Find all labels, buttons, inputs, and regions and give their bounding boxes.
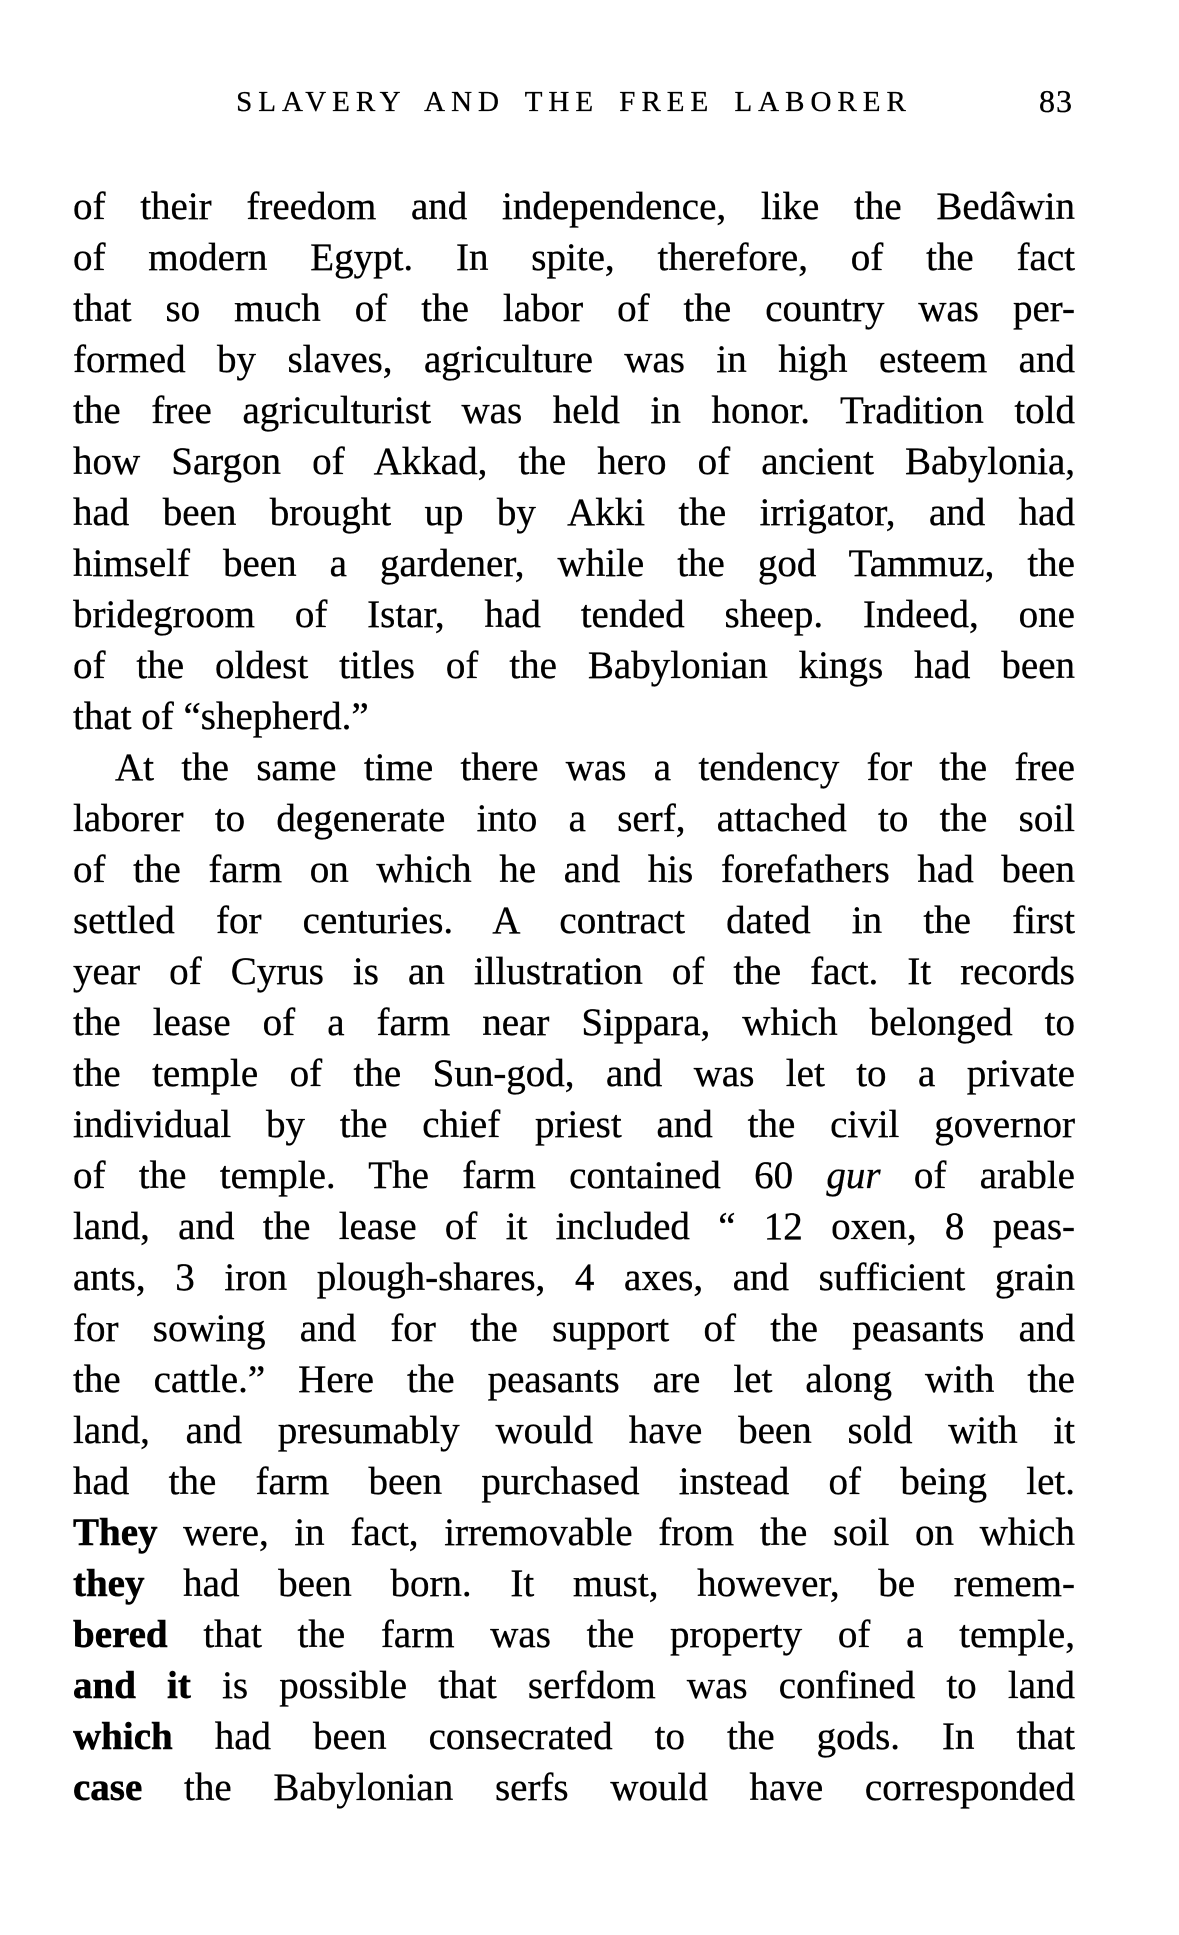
text-line: had the farm been purchased instead of being let.	[73, 1460, 1075, 1503]
text-line: of the farm on which he and his forefathers had been	[73, 848, 1075, 891]
line-segment: had been born. It must, however, be remem-	[144, 1562, 1075, 1605]
text-line	[73, 1558, 1075, 1609]
text-line: the temple of the Sun-god, and was let to a private	[73, 1052, 1075, 1095]
text-line: the free agriculturist was held in honor. Tradition told	[73, 389, 1075, 432]
text-line	[73, 1150, 1075, 1201]
line-segment: the Babylonian serfs would have corresponded	[142, 1766, 1075, 1809]
smudged-word: bered	[73, 1613, 168, 1656]
line-segment: of the temple. The farm contained 60	[73, 1154, 827, 1197]
text-line	[73, 1507, 1075, 1558]
italic-term: gur	[826, 1154, 881, 1197]
text-line: individual by the chief priest and the civil governor	[73, 1103, 1075, 1146]
text-line: of their freedom and independence, like the Bedâwin	[73, 185, 1075, 228]
line-segment: were, in fact, irremovable from the soil on which	[157, 1511, 1075, 1554]
text-line: ants, 3 iron plough-shares, 4 axes, and sufficient grain	[73, 1256, 1075, 1299]
smudged-word: which	[73, 1715, 173, 1758]
text-line: how Sargon of Akkad, the hero of ancient Babylonia,	[73, 440, 1075, 483]
text-line: that of “shepherd.”	[73, 695, 369, 738]
smudged-word: they	[73, 1562, 145, 1605]
text-line: laborer to degenerate into a serf, attached to the soil	[73, 797, 1075, 840]
text-line	[73, 1762, 1075, 1813]
text-line: formed by slaves, agriculture was in high esteem and	[73, 338, 1075, 381]
line-segment: had been consecrated to the gods. In that	[172, 1715, 1075, 1758]
text-line: bridegroom of Istar, had tended sheep. Indeed, one	[73, 593, 1075, 636]
text-line: At the same time there was a tendency for the free	[115, 746, 1075, 789]
line-segment: that the farm was the property of a temple,	[167, 1613, 1075, 1656]
text-line	[73, 1660, 1075, 1711]
page-header	[73, 83, 1075, 126]
page-body	[73, 181, 1075, 1813]
smudged-word: and it	[73, 1664, 191, 1707]
text-line: year of Cyrus is an illustration of the fact. It records	[73, 950, 1075, 993]
text-line: land, and the lease of it included “ 12 oxen, 8 peas-	[73, 1205, 1075, 1248]
text-line: settled for centuries. A contract dated in the first	[73, 899, 1075, 942]
text-line	[73, 1609, 1075, 1660]
text-line: for sowing and for the support of the peasants and	[73, 1307, 1075, 1350]
text-line: the lease of a farm near Sippara, which belonged to	[73, 1001, 1075, 1044]
text-line: of the oldest titles of the Babylonian kings had been	[73, 644, 1075, 687]
text-line: land, and presumably would have been sold with it	[73, 1409, 1075, 1452]
text-line: had been brought up by Akki the irrigator, and had	[73, 491, 1075, 534]
text-line: the cattle.” Here the peasants are let along with the	[73, 1358, 1075, 1401]
line-segment: is possible that serfdom was confined to land	[190, 1664, 1075, 1707]
page-number: 83	[1039, 83, 1073, 119]
line-segment: of arable	[880, 1154, 1075, 1197]
text-line: of modern Egypt. In spite, therefore, of the fact	[73, 236, 1075, 279]
text-line	[73, 1711, 1075, 1762]
smudged-word: They	[73, 1511, 158, 1554]
running-title: SLAVERY AND THE FREE LABORER	[236, 86, 912, 118]
text-line: that so much of the labor of the country was per-	[73, 287, 1075, 330]
text-line: himself been a gardener, while the god Tammuz, the	[73, 542, 1075, 585]
smudged-word: case	[73, 1766, 143, 1809]
